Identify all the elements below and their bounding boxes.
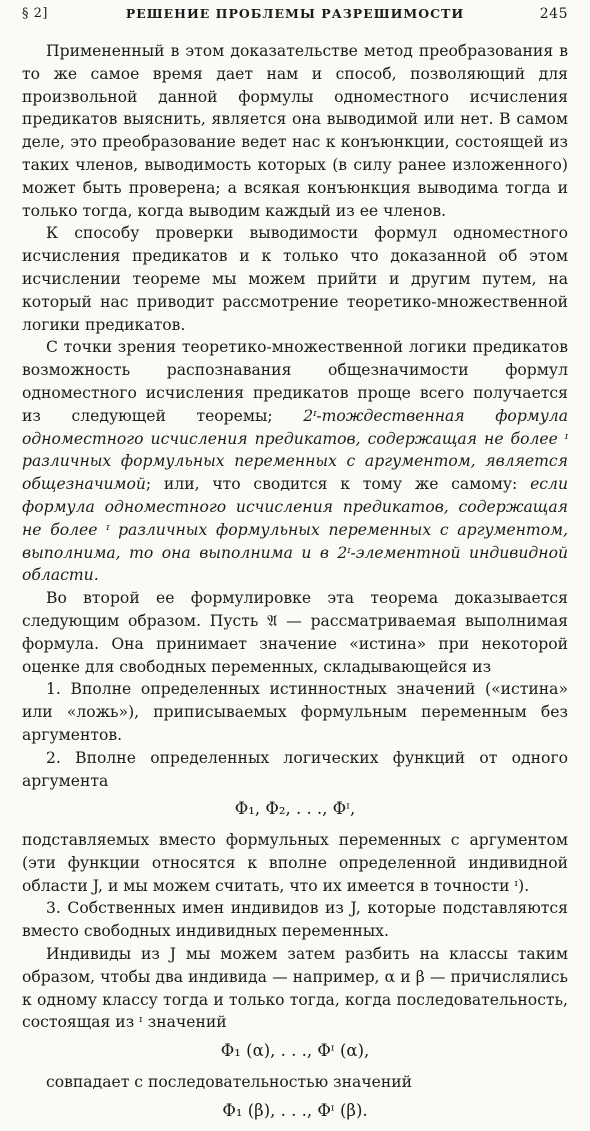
list-item-1: 1. Вполне определенных истинностных значений («истина» или «ложь»), приписываемых формульным переменным без аргументов. <box>22 680 568 744</box>
page-header <box>22 6 568 28</box>
theorem-statement-2: если формула одноместного исчисления предикатов, содержащая не более ᶦ различных формульных переменных с аргументом, выполнима, то она выполнима и в 2ᶦ-элементной индивидной области. <box>22 475 568 585</box>
paragraph-coincides: совпадает с последовательностью значений <box>46 1073 413 1092</box>
formula-alpha: Φ₁ (α), . . ., Φᶦ (α), <box>220 1041 370 1061</box>
list-item-2: 2. Вполне определенных логических функций от одного аргумента <box>22 748 568 790</box>
paragraph-classes: Индивиды из J мы можем затем разбить на классы таким образом, чтобы два индивида — например, α и β — причислялись к одному классу тогда и только тогда, когда последовательность, состоящая из ᶦ значений <box>22 945 568 1032</box>
paragraph-theorem <box>22 336 568 587</box>
theorem-connector: ; или, что сводится к тому же самому: <box>145 475 531 494</box>
page-number: 245 <box>539 6 568 22</box>
paragraph-method: Примененный в этом доказательстве метод преобразования в то же самое время дает нам и способ, позволяющий для произвольной данной формулы одноместного исчисления предикатов выяснить, является она выводимой или нет. В самом деле, это преобразование ведет нас к конъюнкции, состоящей из таких членов, выводимость которых (в силу ранее изложенного) может быть проверена; а всякая конъюнкция выводима тогда и только тогда, когда выводим каждый из ее членов. <box>22 42 568 220</box>
formula-functions: Φ₁, Φ₂, . . ., Φᶦ, <box>234 799 356 819</box>
page-body <box>22 40 568 1131</box>
section-number: § 2] <box>22 6 48 21</box>
formula-beta: Φ₁ (β), . . ., Φᶦ (β). <box>222 1100 368 1120</box>
paragraph-proof-intro: Во второй ее формулировке эта теорема доказывается следующим образом. Пусть 𝔄 — рассматриваемая выполнимая формула. Она принимает значение «истина» при некоторой оценке для свободных переменных, складывающейся из <box>22 589 568 676</box>
theorem-intro: С точки зрения теоретико-множественной логики предикатов возможность распознавания общезначимости формул одноместного исчисления предикатов проще всего получается из следующей теоремы; <box>22 338 568 425</box>
paragraph-substitution: подставляемых вместо формульных переменных с аргументом (эти функции относятся к вполне определенной индивидной области J, и мы можем считать, что их имеется в точности ᶦ). <box>22 831 568 895</box>
running-title: РЕШЕНИЕ ПРОБЛЕМЫ РАЗРЕШИМОСТИ <box>125 6 465 21</box>
paragraph-verification: К способу проверки выводимости формул одноместного исчисления предикатов и к только что доказанной об этом исчислении теореме мы можем прийти и другим путем, на который нас приводит рассмотрение теоретико-множественной логики предикатов. <box>22 224 568 334</box>
theorem-statement-1: 2ᶦ-тождественная формула одноместного исчисления предикатов, содержащая не более ᶦ различных формульных переменных с аргументом, является общезначимой <box>22 406 569 494</box>
list-item-3: 3. Собственных имен индивидов из J, которые подставляются вместо свободных индивидных переменных. <box>22 899 568 941</box>
